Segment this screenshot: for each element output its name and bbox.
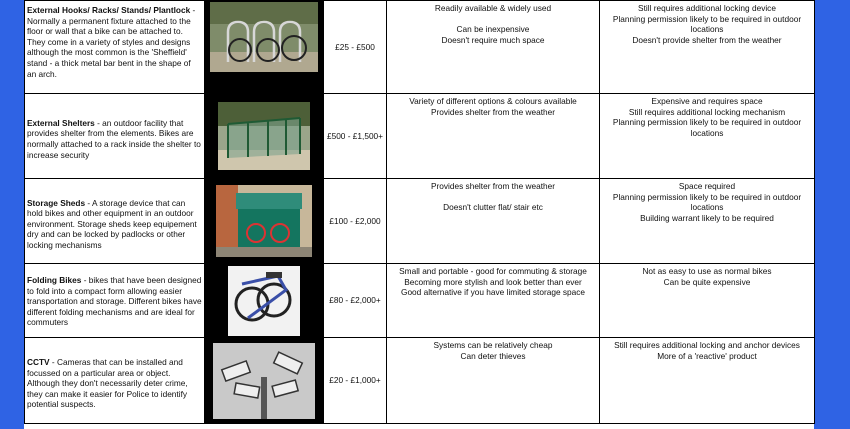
item-description: - A storage device that can hold bikes and other equipment in an outdoor environment. Storage sheds keep equipement dry and can be locked by padlocks or other locking mechanisms [27, 197, 197, 250]
item-title: Folding Bikes [27, 275, 82, 286]
pro-item: Systems can be relatively cheap [433, 340, 553, 350]
folding-bike-image [228, 266, 300, 336]
image-cell [205, 338, 324, 424]
con-item: Planning permission likely to be required in outdoor locations [612, 117, 802, 138]
price-cell [324, 94, 387, 179]
pros-cell [387, 94, 600, 179]
cctv-cameras-image [213, 343, 315, 419]
item-title: External Hooks/ Racks/ Stands/ Plantlock [27, 5, 191, 15]
item-title: Storage Sheds [27, 197, 86, 208]
con-item: Can be quite expensive [663, 276, 751, 287]
item-description: - bikes that have been designed to fold into a compact form allowing easier transportation and storage. Different bikes have different folding mechanisms and are ideal for commuters [27, 275, 202, 328]
image-cell [205, 94, 324, 179]
price-range: £80 - £2,000+ [329, 295, 381, 306]
con-item: Planning permission likely to be required in outdoor locations [612, 13, 802, 35]
con-item: More of a 'reactive' product [657, 350, 757, 361]
description-cell [25, 94, 205, 179]
item-description: - Normally a permanent fixture attached to the floor or wall that a bike can be attached to. They come in a variety of styles and designs although the most common is the 'Sheffield' stand - a thick metal bar bent in the shape of an arch. [27, 5, 196, 79]
security-options-table [24, 0, 815, 424]
description-cell [25, 264, 205, 338]
cons-cell [600, 94, 815, 179]
description-cell [25, 1, 205, 94]
pro-spacer [387, 14, 599, 25]
bike-shelter-image [218, 102, 310, 170]
price-range: £500 - £1,500+ [326, 130, 384, 141]
con-item: Still requires additional locking mechanism [628, 106, 786, 117]
pros-cell [387, 1, 600, 94]
pro-item: Provides shelter from the weather [430, 181, 556, 191]
pros-cell [387, 338, 600, 424]
price-cell [324, 264, 387, 338]
con-item: Expensive and requires space [651, 96, 763, 106]
comparison-sheet [24, 0, 814, 429]
price-range: £100 - £2,000 [329, 215, 381, 226]
table-row [25, 264, 815, 338]
pro-item: Small and portable - good for commuting & storage [399, 266, 587, 276]
pro-item: Provides shelter from the weather [430, 106, 556, 117]
pro-spacer [387, 192, 599, 203]
image-cell [205, 1, 324, 94]
pro-item: Good alternative if you have limited storage space [400, 287, 586, 298]
item-title: External Shelters [27, 117, 95, 128]
con-item: Not as easy to use as normal bikes [642, 266, 772, 276]
table-row [25, 94, 815, 179]
price-cell [324, 179, 387, 264]
pro-item: Doesn't require much space [441, 34, 545, 45]
bike-rack-image [210, 2, 318, 72]
con-item: Building warrant likely to be required [640, 212, 774, 223]
price-range: £25 - £500 [335, 41, 375, 52]
image-cell [205, 264, 324, 338]
cons-cell [600, 1, 815, 94]
pros-cell [387, 179, 600, 264]
table-row [25, 179, 815, 264]
price-cell [324, 1, 387, 94]
con-item: Planning permission likely to be required in outdoor locations [612, 191, 802, 213]
storage-shed-image [216, 185, 312, 257]
table-row [25, 338, 815, 424]
item-description: - Cameras that can be installed and focussed on a particular area or object. Although they don't necessarily deter crime, they can make it easier for Police to identify potential suspects. [27, 357, 188, 410]
pro-item: Variety of different options & colours available [409, 96, 577, 106]
pro-item: Becoming more stylish and look better than ever [404, 276, 582, 287]
con-item: Doesn't provide shelter from the weather [632, 34, 782, 45]
pro-item: Doesn't clutter flat/ stair etc [443, 202, 543, 213]
item-title: CCTV [27, 357, 50, 368]
image-cell [205, 179, 324, 264]
pros-cell [387, 264, 600, 338]
cons-cell [600, 179, 815, 264]
description-cell [25, 179, 205, 264]
con-item: Still requires additional locking and anchor devices [614, 340, 800, 350]
con-item: Still requires additional locking device [638, 3, 776, 13]
cons-cell [600, 338, 815, 424]
cons-cell [600, 264, 815, 338]
pro-item: Can be inexpensive [456, 24, 530, 35]
pro-item: Readily available & widely used [434, 3, 552, 13]
table-row [25, 1, 815, 94]
item-description: - an outdoor facility that provides shelter from the elements. Bikes are normally attached to a rack inside the shelter to increase security [27, 117, 201, 160]
con-item: Space required [678, 181, 736, 191]
description-cell [25, 338, 205, 424]
price-cell [324, 338, 387, 424]
pro-item: Can deter thieves [460, 350, 526, 361]
price-range: £20 - £1,000+ [329, 375, 381, 386]
